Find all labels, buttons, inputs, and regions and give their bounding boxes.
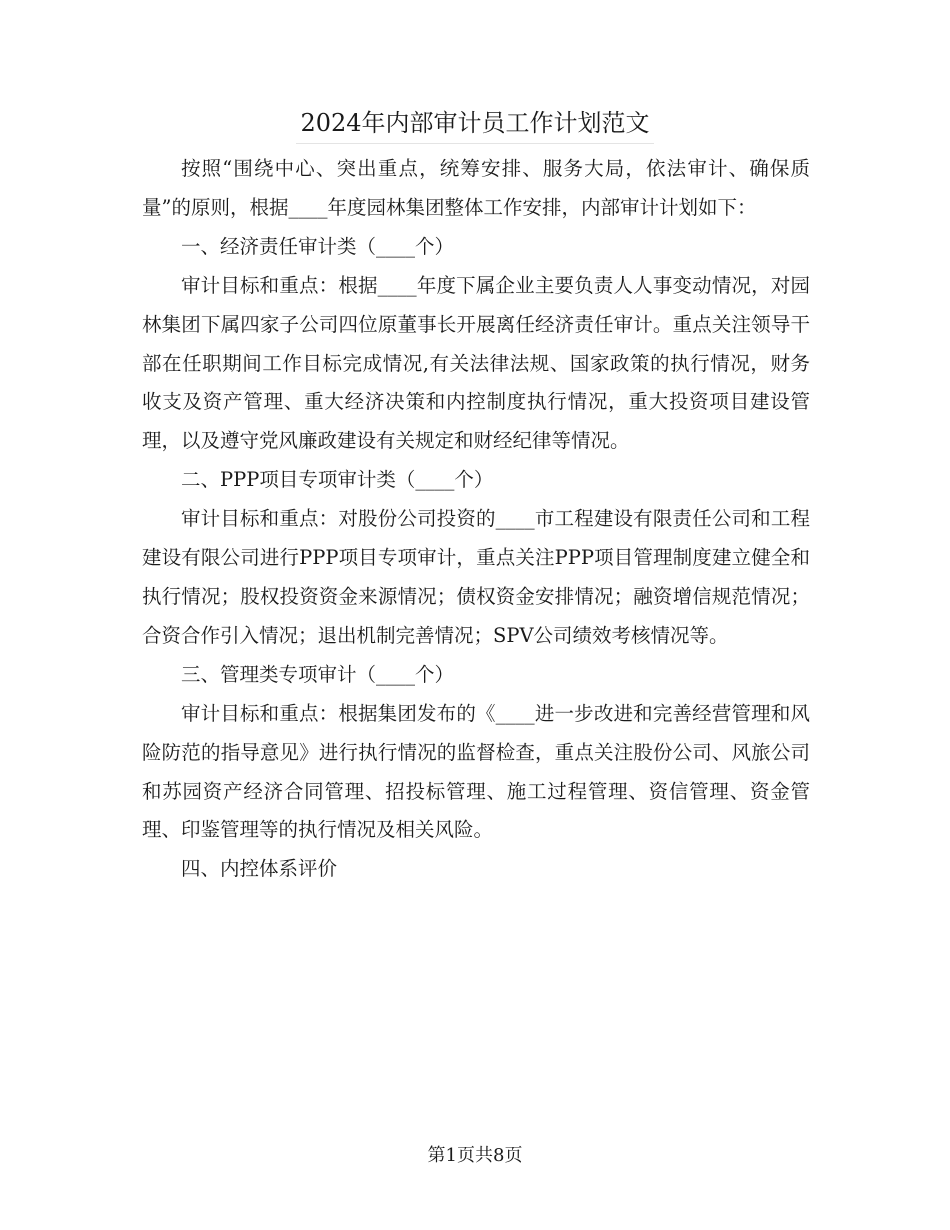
section-heading-2: 二、PPP项目专项审计类（____个） — [181, 468, 494, 492]
document-body — [142, 150, 810, 889]
section-body-1: 审计目标和重点：根据____年度下属企业主要负责人人事变动情况，对园林集团下属四家子公司四位原董事长开展离任经济责任审计。重点关注领导干部在任职期间工作目标完成情况,有关法律法规、国家政策的执行情况，财务收支及资产管理、重大经济决策和内控制度执行情况，重大投资项目建设管理，以及遵守党风廉政建设有关规定和财经纪律等情况。 — [142, 273, 810, 453]
section-body-2: 审计目标和重点：对股份公司投资的____市工程建设有限责任公司和工程建设有限公司进行PPP项目专项审计，重点关注PPP项目管理制度建立健全和执行情况；股权投资资金来源情况；债权资金安排情况；融资增信规范情况；合资合作引入情况；退出机制完善情况；SPV公司绩效考核情况等。 — [142, 507, 810, 647]
intro-paragraph: 按照“围绕中心、突出重点，统筹安排、服务大局，依法审计、确保质量”的原则，根据____年度园林集团整体工作安排，内部审计计划如下： — [142, 157, 810, 219]
section-body-3: 审计目标和重点：根据集团发布的《____进一步改进和完善经营管理和风险防范的指导意见》进行执行情况的监督检查，重点关注股份公司、风旅公司和苏园资产经济合同管理、招投标管理、施工过程管理、资信管理、资金管理、印鉴管理等的执行情况及相关风险。 — [142, 701, 810, 842]
section-heading-3: 三、管理类专项审计（____个） — [181, 662, 455, 686]
section-heading-4: 四、内控体系评价 — [181, 857, 338, 881]
section-heading-1: 一、经济责任审计类（____个） — [181, 234, 455, 258]
title-underline — [296, 143, 654, 144]
document-title: 2024年内部审计员工作计划范文 — [300, 109, 650, 137]
page-footer: 第1页共8页 — [427, 1145, 523, 1166]
